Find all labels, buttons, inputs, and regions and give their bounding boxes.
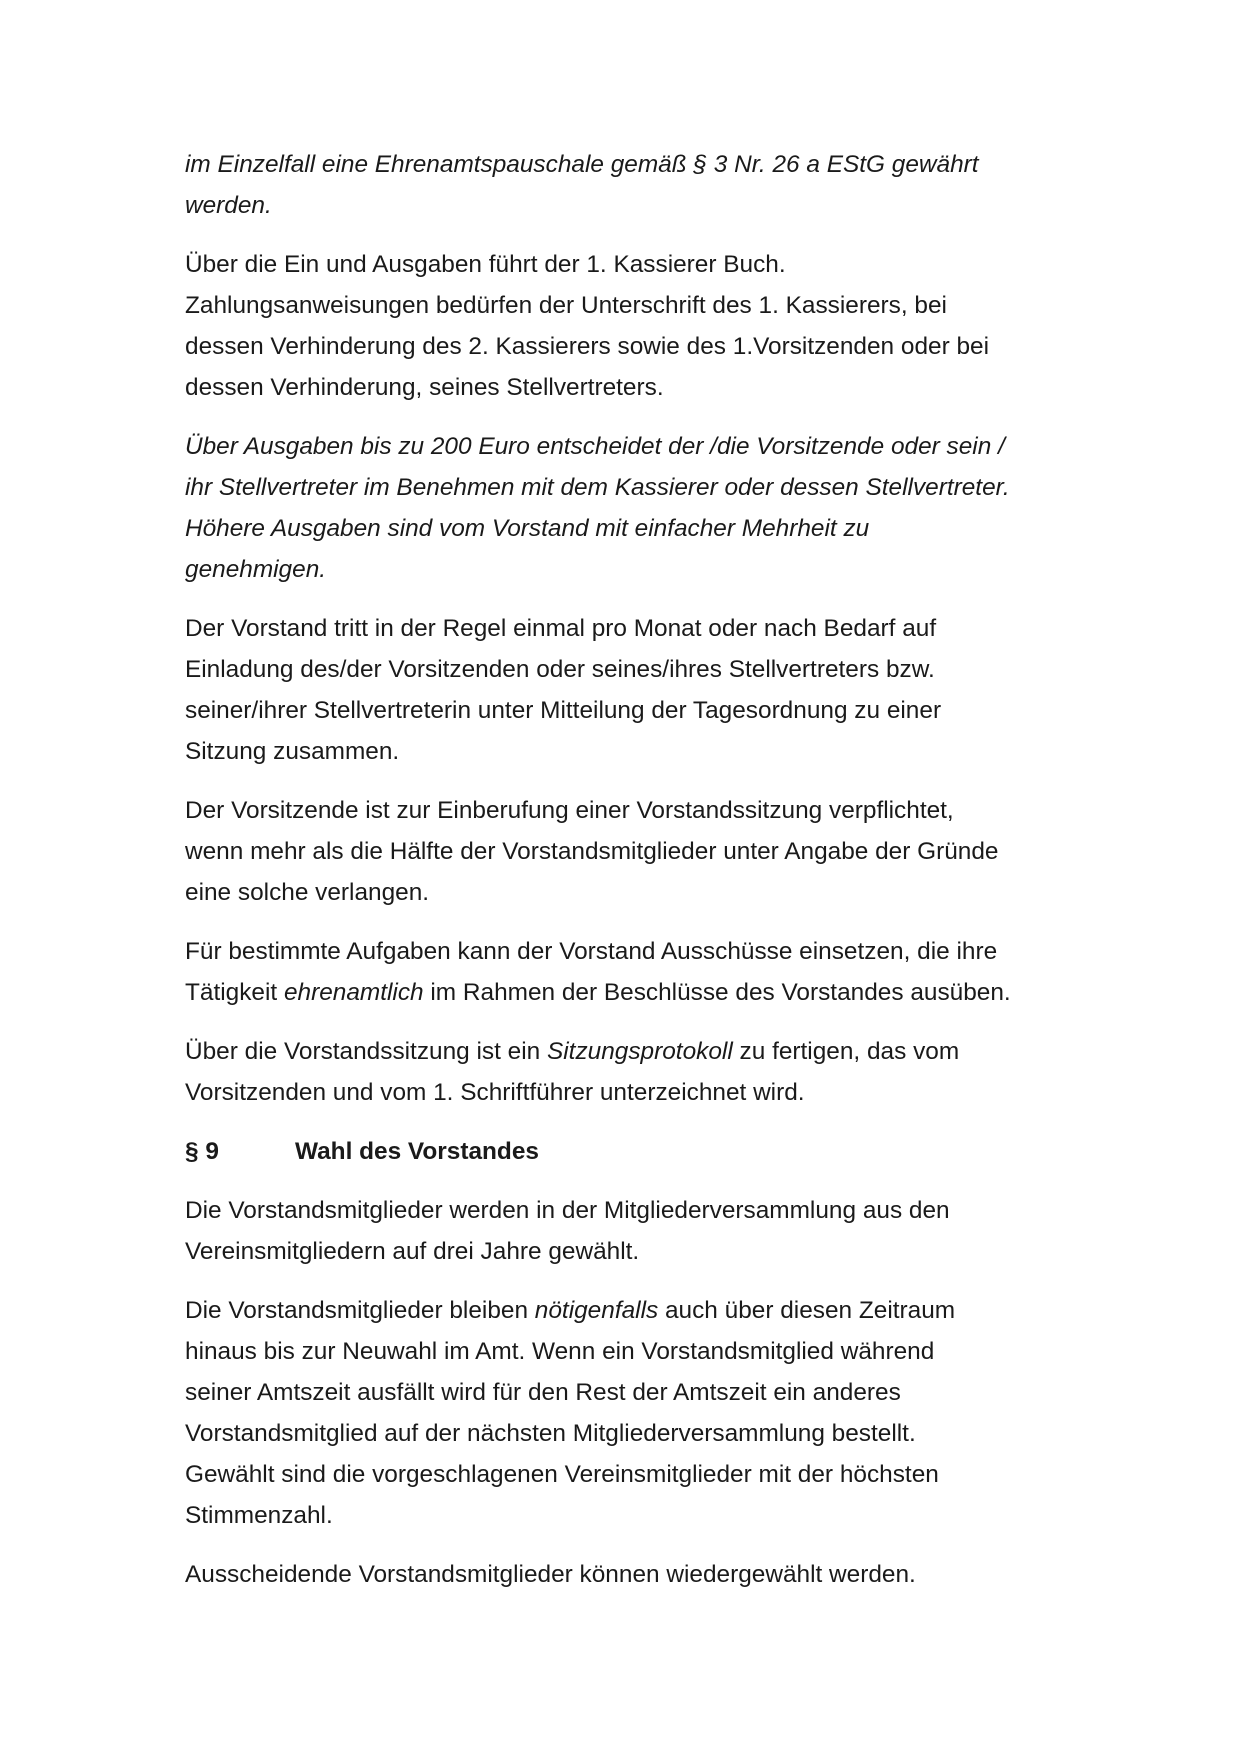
text-line: Für bestimmte Aufgaben kann der Vorstand Ausschüsse einsetzen, die ihre [185, 938, 998, 965]
text-fragment: im Rahmen der Beschlüsse des Vorstandes ausüben. [423, 979, 1011, 1006]
text-fragment: auch über diesen Zeitraum [658, 1297, 956, 1324]
text-line [185, 972, 1095, 1013]
section-number: § 9 [185, 1138, 219, 1165]
text-line: Vorsitzenden und vom 1. Schriftführer unterzeichnet wird. [185, 1079, 805, 1106]
text-line [185, 1031, 1095, 1072]
paragraph-ausschuesse [185, 931, 1095, 1013]
text-line: genehmigen. [185, 556, 327, 583]
section-title: Wahl des Vorstandes [295, 1138, 539, 1165]
paragraph-ausgaben [185, 426, 1095, 590]
text-line: Der Vorstand tritt in der Regel einmal pro Monat oder nach Bedarf auf [185, 615, 937, 642]
paragraph-einberufung [185, 790, 1095, 913]
text-fragment: zu fertigen, das vom [732, 1038, 960, 1065]
paragraph-kassierer [185, 244, 1095, 408]
text-line: Über die Ein und Ausgaben führt der 1. Kassierer Buch. [185, 251, 786, 278]
text-line: ihr Stellvertreter im Benehmen mit dem Kassierer oder dessen Stellvertreter. [185, 474, 1010, 501]
text-line: Vereinsmitgliedern auf drei Jahre gewählt. [185, 1238, 640, 1265]
emphasis-text: ehrenamtlich [283, 979, 424, 1006]
section-heading [185, 1131, 1095, 1172]
text-fragment: Tätigkeit [185, 979, 284, 1006]
text-line: dessen Verhinderung des 2. Kassierers sowie des 1.Vorsitzenden oder bei [185, 333, 990, 360]
text-line: Sitzung zusammen. [185, 738, 400, 765]
text-line: eine solche verlangen. [185, 879, 430, 906]
text-line: Höhere Ausgaben sind vom Vorstand mit einfacher Mehrheit zu [185, 515, 870, 542]
text-line: wenn mehr als die Hälfte der Vorstandsmitglieder unter Angabe der Gründe [185, 838, 999, 865]
paragraph-wahl [185, 1190, 1095, 1272]
text-line: werden. [185, 192, 272, 219]
text-line [185, 1290, 1095, 1331]
text-line: seiner/ihrer Stellvertreterin unter Mitteilung der Tagesordnung zu einer [185, 697, 942, 724]
text-line: Der Vorsitzende ist zur Einberufung einer Vorstandssitzung verpflichtet, [185, 797, 954, 824]
text-fragment: Die Vorstandsmitglieder bleiben [185, 1297, 535, 1324]
text-line: dessen Verhinderung, seines Stellvertreters. [185, 374, 664, 401]
text-fragment: Über die Vorstandssitzung ist ein [185, 1038, 547, 1065]
text-line: Einladung des/der Vorsitzenden oder seines/ihres Stellvertreters bzw. [185, 656, 935, 683]
paragraph-vorstand-sitzung [185, 608, 1095, 772]
paragraph-wiederwahl [185, 1554, 1095, 1595]
text-line: Vorstandsmitglied auf der nächsten Mitgliederversammlung bestellt. [185, 1420, 916, 1447]
text-line: im Einzelfall eine Ehrenamtspauschale gemäß § 3 Nr. 26 a EStG gewährt [185, 151, 979, 178]
emphasis-text: Sitzungsprotokoll [547, 1038, 733, 1065]
paragraph-protokoll [185, 1031, 1095, 1113]
emphasis-text: nötigenfalls [534, 1297, 659, 1324]
text-line: Über Ausgaben bis zu 200 Euro entscheidet der /die Vorsitzende oder sein / [185, 433, 1005, 460]
paragraph-ehrenamtspauschale [185, 144, 1095, 226]
text-line: Ausscheidende Vorstandsmitglieder können wiedergewählt werden. [185, 1561, 916, 1588]
text-line: Gewählt sind die vorgeschlagenen Vereinsmitglieder mit der höchsten [185, 1461, 939, 1488]
text-line: Die Vorstandsmitglieder werden in der Mitgliederversammlung aus den [185, 1197, 950, 1224]
document-page [185, 144, 1095, 1613]
text-line: seiner Amtszeit ausfällt wird für den Rest der Amtszeit ein anderes [185, 1379, 901, 1406]
text-line: Stimmenzahl. [185, 1502, 333, 1529]
text-line: hinaus bis zur Neuwahl im Amt. Wenn ein Vorstandsmitglied während [185, 1338, 935, 1365]
text-line: Zahlungsanweisungen bedürfen der Unterschrift des 1. Kassierers, bei [185, 292, 947, 319]
paragraph-amtszeit [185, 1290, 1095, 1536]
